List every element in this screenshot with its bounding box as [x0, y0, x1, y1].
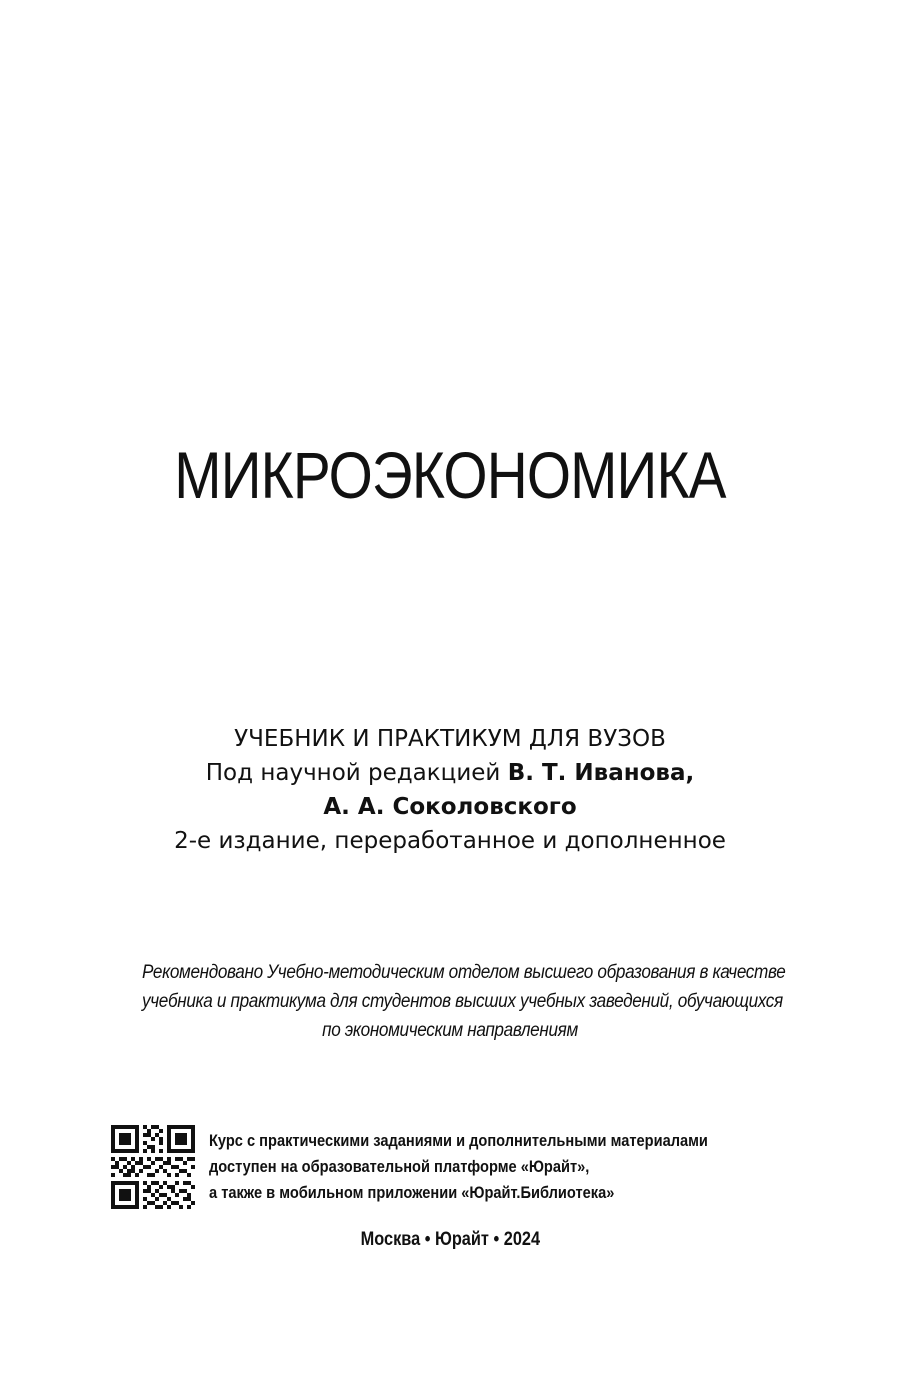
imprint-text: Москва • Юрайт • 2024: [360, 1229, 540, 1250]
recommendation-line: учебника и практикума для студентов высших учебных заведений, обучающихся: [142, 990, 783, 1012]
editors-line-1: [0, 756, 900, 790]
course-note-line: Курс с практическими заданиями и дополнительными материалами: [209, 1131, 708, 1150]
book-info: [0, 722, 900, 858]
editor-name-2: А. А. Соколовского: [323, 794, 577, 820]
course-note-line: а также в мобильном приложении «Юрайт.Библиотека»: [209, 1183, 615, 1202]
imprint: [0, 1226, 900, 1254]
course-note-line: доступен на образовательной платформе «Юрайт»,: [209, 1157, 590, 1176]
recommendation-text: [100, 958, 800, 1045]
qr-code-icon[interactable]: [111, 1125, 195, 1209]
recommendation-line: по экономическим направлениям: [322, 1019, 578, 1041]
edition-note: 2-е издание, переработанное и дополненное: [174, 828, 726, 854]
editors-line-2: [0, 790, 900, 824]
editors-prefix: Под научной редакцией: [205, 760, 508, 786]
book-title: МИКРОЭКОНОМИКА: [174, 438, 726, 512]
book-type: УЧЕБНИК И ПРАКТИКУМ ДЛЯ ВУЗОВ: [234, 726, 666, 752]
editor-name-1: В. Т. Иванова,: [507, 760, 695, 786]
recommendation-line: Рекомендовано Учебно-методическим отделом высшего образования в качестве: [142, 961, 786, 983]
course-note: [209, 1128, 789, 1206]
